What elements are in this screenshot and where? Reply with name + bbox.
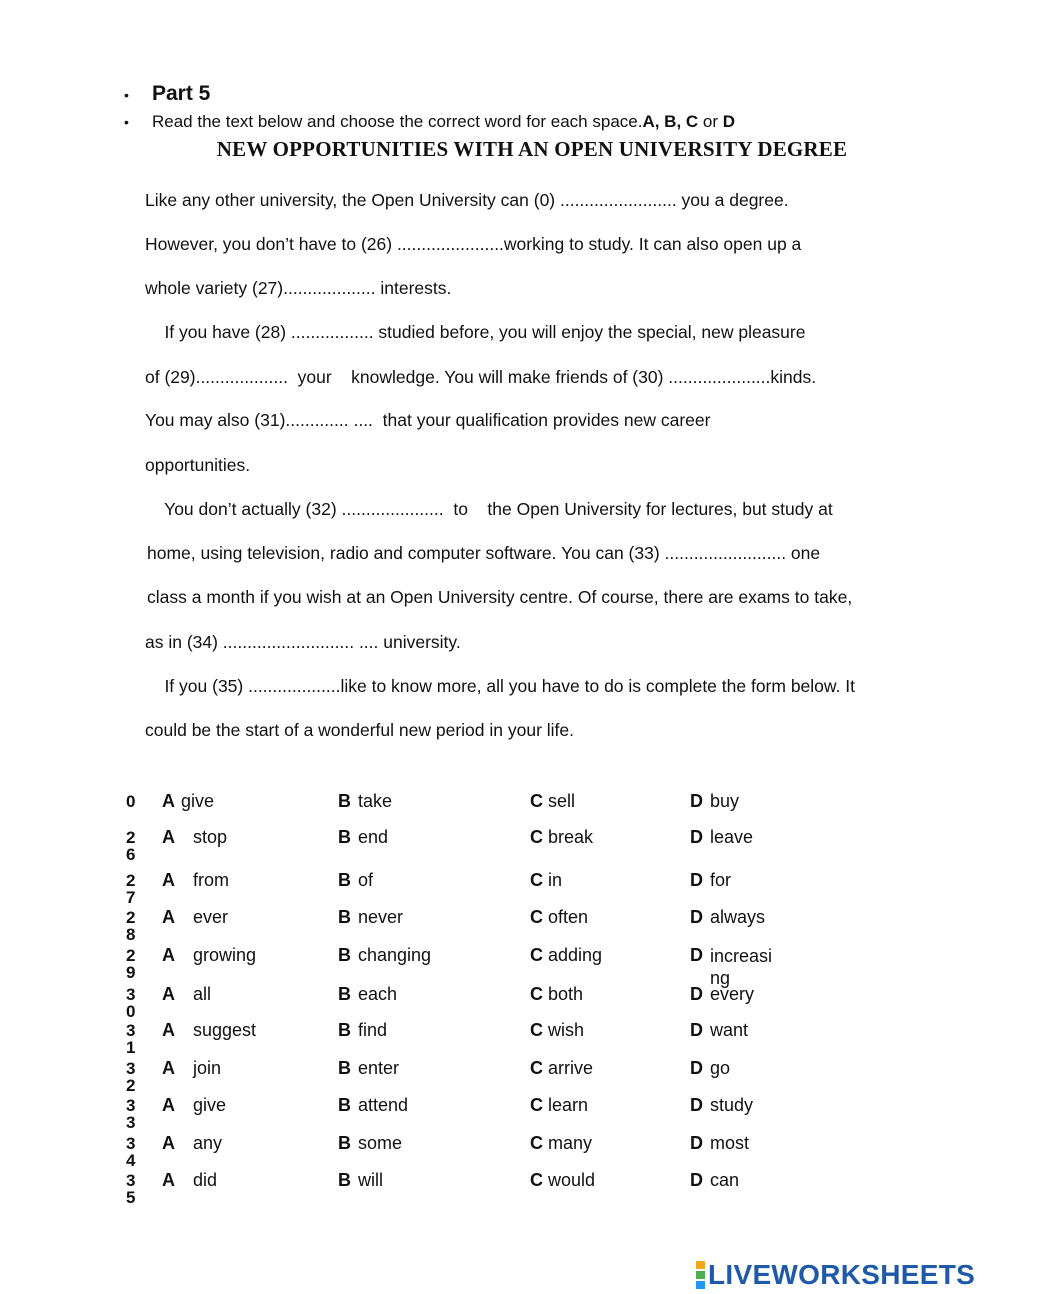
passage-title: NEW OPPORTUNITIES WITH AN OPEN UNIVERSITY DEGREE <box>216 137 848 161</box>
option-c[interactable]: C arrive <box>530 1058 594 1078</box>
passage-line: of (29)................... your knowledge. You will make friends of (30) .....................kinds. <box>145 367 817 387</box>
logo-icon-block <box>696 1271 705 1279</box>
question-number: 31 <box>126 1021 136 1057</box>
option-a[interactable]: A any <box>162 1133 223 1153</box>
liveworksheets-logo <box>696 1259 975 1291</box>
option-d[interactable]: D buy <box>690 791 740 811</box>
option-d[interactable]: D always <box>690 907 766 927</box>
option-b[interactable]: B changing <box>338 945 432 965</box>
option-row <box>0 1133 1000 1170</box>
question-number: 0 <box>126 792 136 811</box>
logo-text: LIVEWORKSHEETS <box>708 1259 976 1290</box>
option-d[interactable]: D can <box>690 1170 740 1190</box>
option-row <box>0 907 1000 944</box>
option-a[interactable]: A growing <box>162 945 257 965</box>
option-a[interactable]: A stop <box>162 827 228 847</box>
instructions-last: D <box>722 112 736 131</box>
option-a[interactable]: A give <box>162 1095 227 1115</box>
option-c[interactable]: C in <box>530 870 563 890</box>
option-c[interactable]: C both <box>530 984 584 1004</box>
option-b[interactable]: B find <box>338 1020 388 1040</box>
part-title: Part 5 <box>152 82 211 105</box>
option-row <box>0 945 1000 988</box>
option-d[interactable]: D leave <box>690 827 754 847</box>
question-number: 35 <box>126 1171 136 1207</box>
option-b[interactable]: B some <box>338 1133 403 1153</box>
option-d[interactable]: D want <box>690 1020 749 1040</box>
option-row <box>0 791 1000 821</box>
part-heading <box>124 82 210 106</box>
logo-icon <box>696 1260 705 1290</box>
option-c[interactable]: C often <box>530 907 589 927</box>
option-a[interactable]: A give <box>162 791 215 811</box>
option-c[interactable]: C break <box>530 827 594 847</box>
option-row <box>0 1170 1000 1207</box>
question-number: 29 <box>126 946 136 982</box>
option-row <box>0 870 1000 907</box>
passage-line: If you have (28) ................. studied before, you will enjoy the special, new pleasure <box>145 322 806 342</box>
question-number: 33 <box>126 1096 136 1132</box>
passage-line: If you (35) ...................like to know more, all you have to do is complete the form below. It <box>145 676 856 696</box>
passage-line: whole variety (27)................... interests. <box>145 278 452 298</box>
option-d[interactable]: D for <box>690 870 732 890</box>
bullet-icon: • <box>124 114 129 130</box>
option-c[interactable]: C many <box>530 1133 593 1153</box>
question-number: 32 <box>126 1059 136 1095</box>
option-b[interactable]: B enter <box>338 1058 400 1078</box>
option-d[interactable]: D most <box>690 1133 750 1153</box>
option-b[interactable]: B end <box>338 827 389 847</box>
passage-line: home, using television, radio and computer software. You can (33) ......................... one <box>147 543 821 563</box>
option-b[interactable]: B attend <box>338 1095 409 1115</box>
question-number: 28 <box>126 908 136 944</box>
bullet-icon: • <box>124 87 129 103</box>
option-c[interactable]: C learn <box>530 1095 589 1115</box>
option-c[interactable]: C would <box>530 1170 596 1190</box>
option-a[interactable]: A from <box>162 870 229 890</box>
option-row <box>0 1058 1000 1095</box>
option-a[interactable]: A did <box>162 1170 218 1190</box>
passage-line: as in (34) ........................... .... university. <box>145 632 461 652</box>
option-a[interactable]: A suggest <box>162 1020 257 1040</box>
instructions-text: Read the text below and choose the correct word for each space. <box>152 112 643 131</box>
question-number: 26 <box>126 828 136 864</box>
option-b[interactable]: B of <box>338 870 374 890</box>
question-number: 27 <box>126 871 136 907</box>
option-b[interactable]: B will <box>338 1170 383 1190</box>
passage-line: You don’t actually (32) ..................... to the Open University for lectures, but study at <box>145 499 833 519</box>
question-number: 34 <box>126 1134 136 1170</box>
option-c[interactable]: C sell <box>530 791 576 811</box>
logo-icon-block <box>696 1281 705 1289</box>
passage-line: However, you don’t have to (26) ......................working to study. It can also open up a <box>145 234 802 254</box>
question-number: 30 <box>126 985 136 1021</box>
passage-line: Like any other university, the Open University can (0) ........................ you a degree. <box>145 190 789 210</box>
option-row <box>0 827 1000 864</box>
option-c[interactable]: C wish <box>530 1020 585 1040</box>
passage-line: could be the start of a wonderful new period in your life. <box>145 720 574 740</box>
option-b[interactable]: B each <box>338 984 398 1004</box>
option-a[interactable]: A all <box>162 984 212 1004</box>
logo-icon-block <box>696 1261 705 1269</box>
option-d[interactable]: D every <box>690 984 755 1004</box>
option-d[interactable]: D study <box>690 1095 754 1115</box>
option-d[interactable]: D go <box>690 1058 731 1078</box>
option-row <box>0 984 1000 1021</box>
option-d[interactable]: D increasing <box>690 945 773 988</box>
option-c[interactable]: C adding <box>530 945 603 965</box>
option-row <box>0 1095 1000 1132</box>
option-a[interactable]: A join <box>162 1058 222 1078</box>
option-row <box>0 1020 1000 1057</box>
option-b[interactable]: B take <box>338 791 393 811</box>
passage-line: opportunities. <box>145 455 251 475</box>
option-b[interactable]: B never <box>338 907 404 927</box>
instructions-or: or <box>698 112 723 131</box>
option-a[interactable]: A ever <box>162 907 229 927</box>
instructions-options: A, B, C <box>642 112 699 131</box>
instructions <box>124 112 735 132</box>
passage-line: class a month if you wish at an Open University centre. Of course, there are exams to take, <box>147 587 853 607</box>
passage-line: You may also (31)............. .... that your qualification provides new career <box>145 410 711 430</box>
